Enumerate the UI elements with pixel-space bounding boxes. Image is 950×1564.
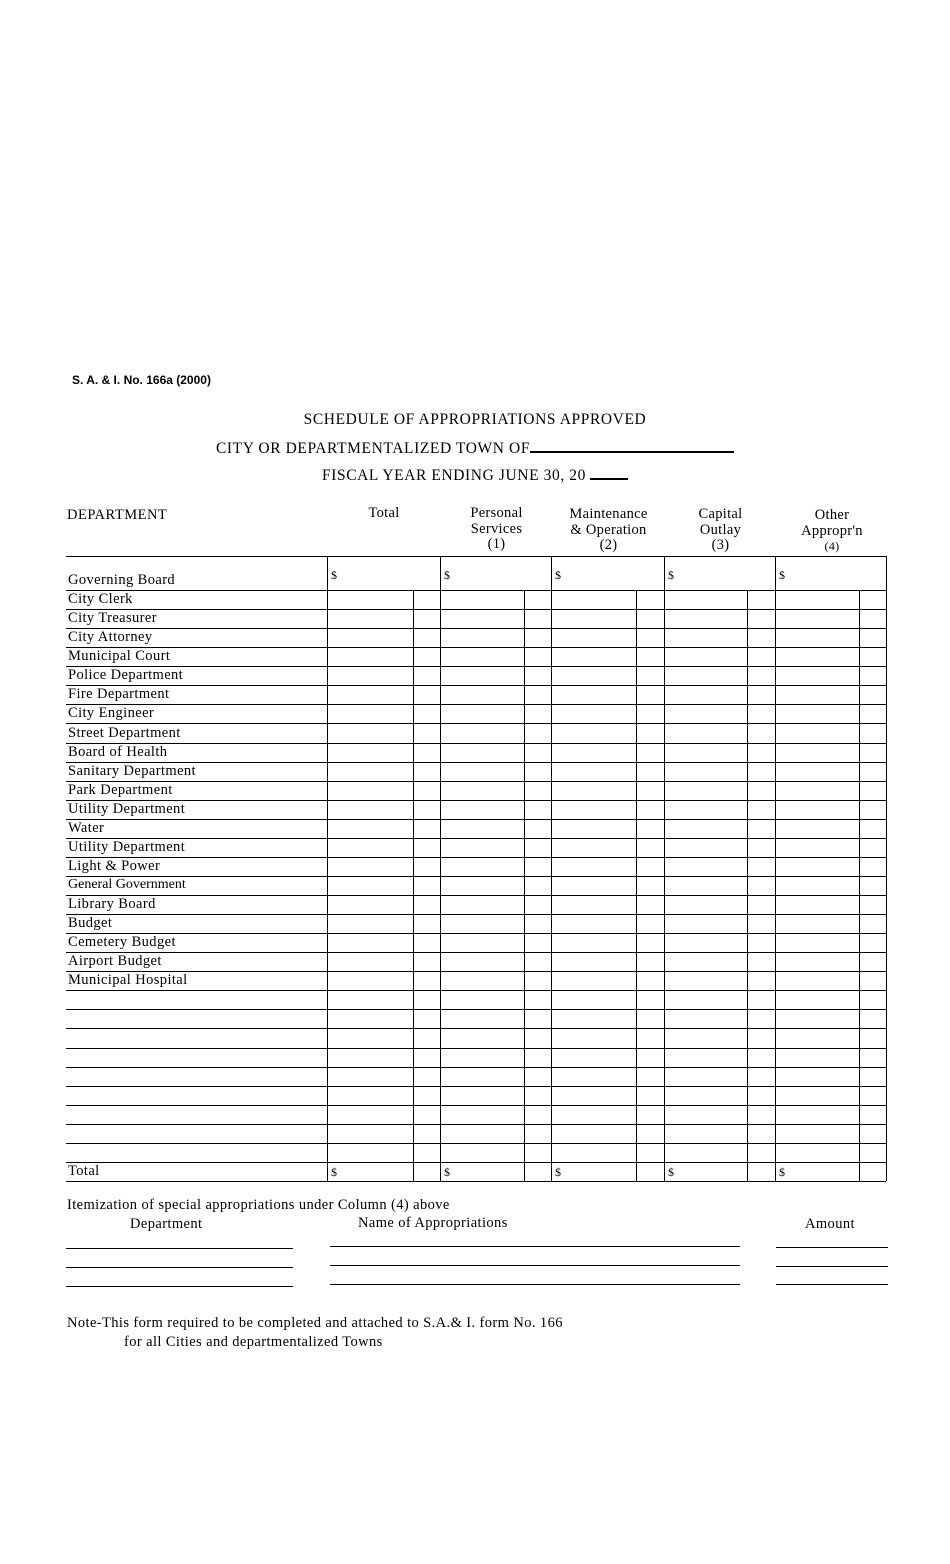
- department-row-label: Airport Budget: [68, 953, 162, 970]
- amount-cell[interactable]: [777, 558, 884, 588]
- column-header-capital-outlay: Capital Outlay (3): [698, 506, 743, 553]
- amount-cell[interactable]: [442, 1011, 549, 1026]
- amount-cell[interactable]: [329, 992, 438, 1007]
- table-rule: [66, 1009, 886, 1010]
- amount-cell[interactable]: [666, 1050, 773, 1065]
- amount-cell[interactable]: [666, 1145, 773, 1160]
- city-line: [0, 440, 950, 458]
- amount-cell[interactable]: [442, 1050, 549, 1065]
- amount-cell[interactable]: [553, 783, 662, 798]
- column-header-total: Total: [368, 505, 400, 521]
- itemization-amount-label: Amount: [805, 1216, 855, 1232]
- amount-cell[interactable]: [553, 802, 662, 817]
- amount-cell[interactable]: [777, 1126, 884, 1141]
- amount-cell[interactable]: [442, 840, 549, 855]
- department-row-label: City Treasurer: [68, 610, 157, 627]
- amount-cell[interactable]: [777, 611, 884, 626]
- itemization-amount-field-2[interactable]: [776, 1266, 888, 1267]
- amount-cell[interactable]: [553, 878, 662, 893]
- dollar-sign: $: [444, 1164, 450, 1179]
- table-rule: [66, 743, 886, 744]
- amount-cell[interactable]: [666, 725, 773, 740]
- amount-cell[interactable]: [553, 630, 662, 645]
- amount-cell[interactable]: [777, 687, 884, 702]
- amount-cell[interactable]: [666, 935, 773, 950]
- table-rule: [66, 1048, 886, 1049]
- amount-cell[interactable]: [553, 1164, 662, 1179]
- amount-cell[interactable]: [442, 878, 549, 893]
- amount-cell[interactable]: [553, 1088, 662, 1103]
- amount-cell[interactable]: [442, 783, 549, 798]
- amount-cell[interactable]: [329, 1069, 438, 1084]
- amount-cell[interactable]: [442, 687, 549, 702]
- amount-cell[interactable]: [329, 935, 438, 950]
- amount-cell[interactable]: [329, 611, 438, 626]
- table-rule: [66, 704, 886, 705]
- amount-cell[interactable]: [329, 802, 438, 817]
- amount-cell[interactable]: [666, 1088, 773, 1103]
- itemization-name-field-3[interactable]: [330, 1284, 740, 1285]
- amount-cell[interactable]: [329, 916, 438, 931]
- table-rule: [66, 1124, 886, 1125]
- itemization-department-field-1[interactable]: [66, 1248, 293, 1249]
- fiscal-line-label: FISCAL YEAR ENDING JUNE 30, 20: [322, 467, 586, 484]
- amount-cell[interactable]: [553, 954, 662, 969]
- amount-cell[interactable]: [442, 745, 549, 760]
- note-line-2: for all Cities and departmentalized Towns: [124, 1334, 383, 1350]
- amount-cell[interactable]: [777, 1069, 884, 1084]
- amount-cell[interactable]: [553, 916, 662, 931]
- amount-cell[interactable]: [329, 558, 438, 588]
- table-rule: [66, 952, 886, 953]
- column-rule: [664, 556, 665, 1181]
- department-row-label: Budget: [68, 915, 113, 932]
- amount-cell[interactable]: [666, 1011, 773, 1026]
- table-rule: [66, 914, 886, 915]
- table-rule: [66, 990, 886, 991]
- column-rule: [551, 556, 552, 1181]
- amount-cell[interactable]: [553, 687, 662, 702]
- amount-cell[interactable]: [442, 802, 549, 817]
- dollar-sign: $: [444, 568, 450, 582]
- column-header-maintenance-operation: Maintenance & Operation (2): [569, 506, 648, 553]
- department-row-label: Light & Power: [68, 857, 161, 874]
- amount-cell[interactable]: [329, 821, 438, 836]
- amount-cell[interactable]: [666, 687, 773, 702]
- column-rule: [440, 556, 441, 1181]
- total-row-label: Total: [68, 1163, 100, 1179]
- table-rule: [66, 723, 886, 724]
- column-header-other-appropriations: Other Appropr'n (4): [801, 507, 863, 553]
- amount-cell[interactable]: [777, 745, 884, 760]
- amount-cell[interactable]: [777, 725, 884, 740]
- amount-cell[interactable]: [329, 973, 438, 988]
- department-row-label: Park Department: [68, 781, 173, 798]
- amount-cell[interactable]: [442, 649, 549, 664]
- department-row-label: City Engineer: [68, 705, 155, 722]
- amount-cell[interactable]: [777, 1030, 884, 1045]
- amount-cell[interactable]: [777, 1088, 884, 1103]
- dollar-sign: $: [331, 1164, 337, 1179]
- amount-cell[interactable]: [666, 897, 773, 912]
- amount-cell[interactable]: [329, 897, 438, 912]
- amount-cell[interactable]: [777, 1011, 884, 1026]
- amount-cell[interactable]: [442, 1107, 549, 1122]
- amount-cell[interactable]: [442, 992, 549, 1007]
- amount-cell[interactable]: [553, 992, 662, 1007]
- table-rule: [66, 609, 886, 610]
- department-row-label: Police Department: [68, 667, 184, 684]
- amount-cell[interactable]: [553, 611, 662, 626]
- amount-cell[interactable]: [777, 649, 884, 664]
- table-rule: [66, 590, 886, 591]
- amount-cell[interactable]: [329, 630, 438, 645]
- page-title: SCHEDULE OF APPROPRIATIONS APPROVED: [303, 411, 647, 428]
- table-rule: [66, 666, 886, 667]
- amount-cell[interactable]: [666, 783, 773, 798]
- amount-cell[interactable]: [442, 611, 549, 626]
- amount-cell[interactable]: [329, 1088, 438, 1103]
- department-row-label: Board of Health: [68, 743, 168, 760]
- amount-cell[interactable]: [666, 611, 773, 626]
- amount-cell[interactable]: [553, 859, 662, 874]
- amount-cell[interactable]: [666, 706, 773, 721]
- itemization-name-field-2[interactable]: [330, 1265, 740, 1266]
- table-rule: [66, 857, 886, 858]
- amount-cell[interactable]: [329, 878, 438, 893]
- table-rule: [66, 1143, 886, 1144]
- amount-cell[interactable]: [442, 1088, 549, 1103]
- amount-cell[interactable]: [553, 1030, 662, 1045]
- amount-cell[interactable]: [553, 1069, 662, 1084]
- fiscal-year-field[interactable]: [590, 478, 628, 480]
- amount-cell[interactable]: [442, 725, 549, 740]
- amount-cell[interactable]: [777, 1164, 884, 1179]
- amount-cell[interactable]: [666, 878, 773, 893]
- amount-cell[interactable]: [329, 668, 438, 683]
- amount-cell[interactable]: [329, 1011, 438, 1026]
- itemization-name-field-1[interactable]: [330, 1246, 740, 1247]
- dollar-sign: $: [555, 1164, 561, 1179]
- amount-cell[interactable]: [442, 1145, 549, 1160]
- table-rule: [66, 628, 886, 629]
- column-rule: [327, 556, 328, 1181]
- itemization-amount-field-3[interactable]: [776, 1284, 888, 1285]
- amount-cell[interactable]: [329, 1107, 438, 1122]
- amount-cell[interactable]: [553, 706, 662, 721]
- amount-cell[interactable]: [777, 840, 884, 855]
- department-row-label: General Government: [68, 877, 186, 893]
- table-rule: [66, 781, 886, 782]
- department-row-label: Library Board: [68, 896, 156, 913]
- amount-cell[interactable]: [777, 992, 884, 1007]
- amount-cell[interactable]: [666, 630, 773, 645]
- table-rule: [66, 1067, 886, 1068]
- amount-cell[interactable]: [329, 649, 438, 664]
- amount-cell[interactable]: [666, 558, 773, 588]
- amount-cell[interactable]: [442, 897, 549, 912]
- city-line-label: CITY OR DEPARTMENTALIZED TOWN OF: [215, 440, 531, 457]
- amount-cell[interactable]: [329, 1164, 438, 1179]
- amount-cell[interactable]: [666, 1107, 773, 1122]
- amount-cell[interactable]: [777, 668, 884, 683]
- amount-cell[interactable]: [553, 725, 662, 740]
- amount-cell[interactable]: [777, 1050, 884, 1065]
- note-line-1: Note-This form required to be completed and attached to S.A.& I. form No. 166: [67, 1315, 563, 1331]
- amount-cell[interactable]: [442, 916, 549, 931]
- amount-cell[interactable]: [666, 954, 773, 969]
- amount-cell[interactable]: [442, 706, 549, 721]
- amount-cell[interactable]: [553, 1011, 662, 1026]
- amount-cell[interactable]: [329, 840, 438, 855]
- amount-cell[interactable]: [777, 878, 884, 893]
- amount-cell[interactable]: [329, 783, 438, 798]
- amount-cell[interactable]: [666, 668, 773, 683]
- department-column-header: DEPARTMENT: [67, 507, 168, 523]
- amount-cell[interactable]: [442, 558, 549, 588]
- table-rule: [66, 1162, 886, 1163]
- itemization-amount-field-1[interactable]: [776, 1247, 888, 1248]
- amount-cell[interactable]: [553, 764, 662, 779]
- amount-cell[interactable]: [666, 916, 773, 931]
- table-rule: [66, 895, 886, 896]
- department-row-label: Municipal Hospital: [68, 972, 188, 989]
- amount-cell[interactable]: [553, 592, 662, 607]
- amount-cell[interactable]: [666, 745, 773, 760]
- amount-cell[interactable]: [666, 764, 773, 779]
- column-rule: [775, 556, 776, 1181]
- table-rule: [66, 1105, 886, 1106]
- department-row-label: Street Department: [68, 724, 181, 741]
- amount-cell[interactable]: [666, 1126, 773, 1141]
- itemization-department-label: Department: [130, 1216, 203, 1232]
- amount-cell[interactable]: [777, 706, 884, 721]
- amount-cell[interactable]: [442, 630, 549, 645]
- amount-cell[interactable]: [666, 649, 773, 664]
- amount-cell[interactable]: [777, 783, 884, 798]
- amount-cell[interactable]: [553, 1126, 662, 1141]
- dollar-sign: $: [668, 1164, 674, 1179]
- dollar-sign: $: [555, 568, 561, 582]
- amount-cell[interactable]: [666, 973, 773, 988]
- amount-cell[interactable]: [329, 1126, 438, 1141]
- department-row-label: Utility Department: [68, 800, 186, 817]
- amount-cell[interactable]: [442, 1030, 549, 1045]
- amount-cell[interactable]: [553, 821, 662, 836]
- amount-cell[interactable]: [442, 1069, 549, 1084]
- department-row-label: Sanitary Department: [68, 762, 196, 779]
- amount-cell[interactable]: [329, 687, 438, 702]
- amount-cell[interactable]: [777, 916, 884, 931]
- amount-cell[interactable]: [777, 954, 884, 969]
- amount-cell[interactable]: [553, 668, 662, 683]
- table-rule: [66, 800, 886, 801]
- table-rule: [66, 556, 886, 557]
- amount-cell[interactable]: [666, 859, 773, 874]
- amount-cell[interactable]: [553, 558, 662, 588]
- amount-cell[interactable]: [329, 745, 438, 760]
- fiscal-line: [0, 467, 950, 485]
- amount-cell[interactable]: [553, 649, 662, 664]
- dollar-sign: $: [668, 568, 674, 582]
- form-number: S. A. & I. No. 166a (2000): [72, 373, 211, 387]
- amount-cell[interactable]: [777, 973, 884, 988]
- department-row-label: Water: [68, 819, 105, 836]
- amount-cell[interactable]: [553, 973, 662, 988]
- amount-cell[interactable]: [553, 1050, 662, 1065]
- amount-cell[interactable]: [442, 764, 549, 779]
- table-rule: [66, 1028, 886, 1029]
- amount-cell[interactable]: [777, 802, 884, 817]
- amount-cell[interactable]: [553, 897, 662, 912]
- amount-cell[interactable]: [329, 706, 438, 721]
- amount-cell[interactable]: [777, 592, 884, 607]
- appropriations-table: [66, 556, 886, 1181]
- amount-cell[interactable]: [442, 821, 549, 836]
- amount-cell[interactable]: [666, 992, 773, 1007]
- itemization-heading: Itemization of special appropriations under Column (4) above: [67, 1197, 450, 1213]
- amount-cell[interactable]: [329, 725, 438, 740]
- amount-cell[interactable]: [442, 668, 549, 683]
- amount-cell[interactable]: [442, 1126, 549, 1141]
- department-row-label: City Attorney: [68, 629, 153, 646]
- table-rule: [66, 1181, 886, 1182]
- amount-cell[interactable]: [777, 859, 884, 874]
- amount-cell[interactable]: [777, 897, 884, 912]
- amount-cell[interactable]: [553, 745, 662, 760]
- amount-cell[interactable]: [553, 840, 662, 855]
- amount-cell[interactable]: [329, 1050, 438, 1065]
- amount-cell[interactable]: [777, 821, 884, 836]
- department-row-label: Utility Department: [68, 838, 186, 855]
- amount-cell[interactable]: [777, 1145, 884, 1160]
- amount-cell[interactable]: [442, 1164, 549, 1179]
- table-rule: [66, 819, 886, 820]
- table-rule: [66, 1086, 886, 1087]
- department-row-label: Municipal Court: [68, 648, 171, 665]
- amount-cell[interactable]: [666, 821, 773, 836]
- city-name-field[interactable]: [530, 451, 734, 453]
- amount-cell[interactable]: [442, 973, 549, 988]
- amount-cell[interactable]: [442, 592, 549, 607]
- amount-cell[interactable]: [666, 1164, 773, 1179]
- amount-cell[interactable]: [442, 935, 549, 950]
- amount-cell[interactable]: [777, 764, 884, 779]
- amount-cell[interactable]: [329, 1030, 438, 1045]
- table-rule: [66, 647, 886, 648]
- amount-cell[interactable]: [666, 1030, 773, 1045]
- amount-cell[interactable]: [777, 630, 884, 645]
- amount-cell[interactable]: [553, 1145, 662, 1160]
- dollar-sign: $: [331, 568, 337, 582]
- amount-cell[interactable]: [553, 1107, 662, 1122]
- amount-cell[interactable]: [553, 935, 662, 950]
- table-rule: [66, 933, 886, 934]
- dollar-sign: $: [779, 1164, 785, 1179]
- amount-cell[interactable]: [329, 764, 438, 779]
- amount-cell[interactable]: [329, 859, 438, 874]
- itemization-department-field-2[interactable]: [66, 1267, 293, 1268]
- amount-cell[interactable]: [442, 859, 549, 874]
- amount-cell[interactable]: [329, 954, 438, 969]
- itemization-department-field-3[interactable]: [66, 1286, 293, 1287]
- amount-cell[interactable]: [442, 954, 549, 969]
- table-rule: [66, 971, 886, 972]
- table-rule: [66, 838, 886, 839]
- amount-cell[interactable]: [666, 802, 773, 817]
- amount-cell[interactable]: [777, 935, 884, 950]
- department-row-label: Governing Board: [68, 572, 176, 588]
- amount-cell[interactable]: [666, 840, 773, 855]
- table-rule: [66, 685, 886, 686]
- amount-cell[interactable]: [329, 1145, 438, 1160]
- itemization-name-label: Name of Appropriations: [358, 1215, 508, 1231]
- department-row-label: Fire Department: [68, 686, 170, 703]
- column-rule: [886, 556, 887, 1181]
- column-header-personal-services: Personal Services (1): [470, 505, 523, 552]
- amount-cell[interactable]: [666, 592, 773, 607]
- amount-cell[interactable]: [666, 1069, 773, 1084]
- department-row-label: City Clerk: [68, 591, 133, 608]
- department-row-label: Cemetery Budget: [68, 934, 176, 951]
- dollar-sign: $: [779, 568, 785, 582]
- amount-cell[interactable]: [329, 592, 438, 607]
- table-rule: [66, 876, 886, 877]
- amount-cell[interactable]: [777, 1107, 884, 1122]
